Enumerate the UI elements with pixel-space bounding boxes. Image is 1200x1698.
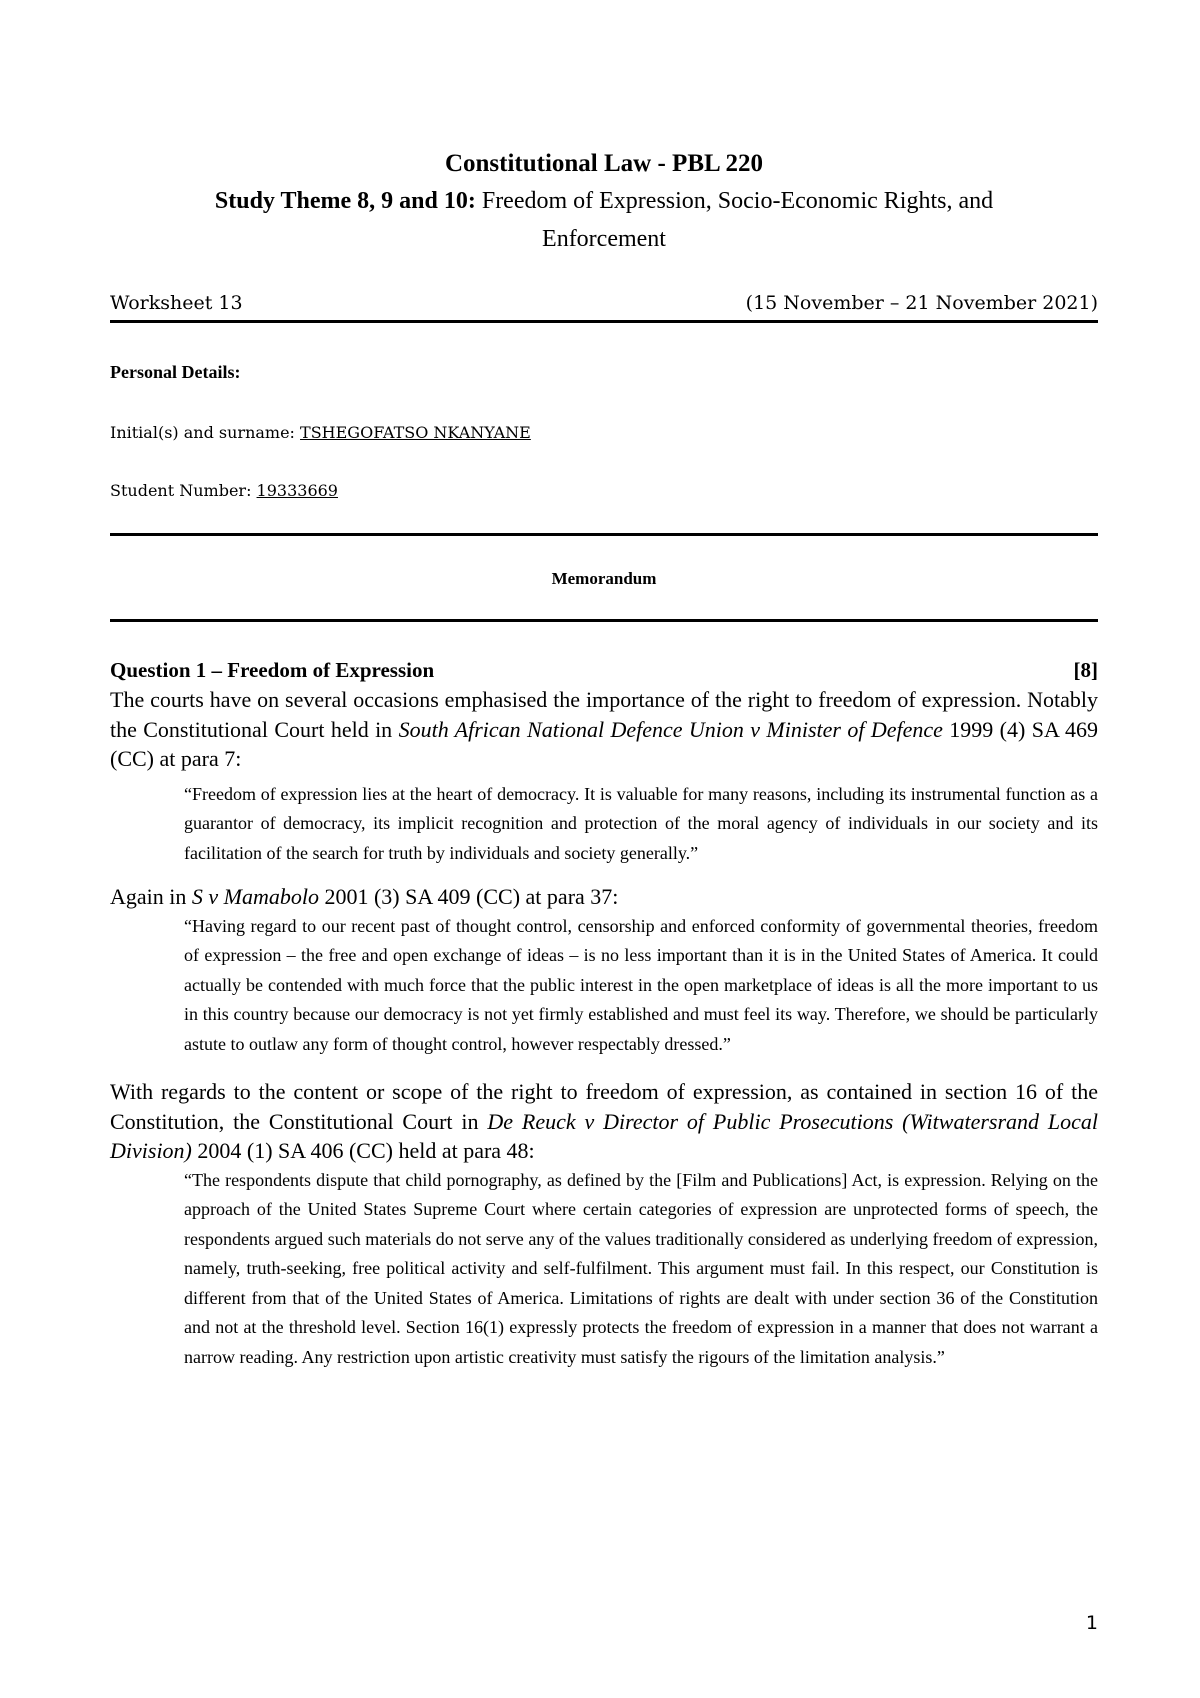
scope-paragraph bbox=[110, 1077, 1098, 1166]
again-citation: 2001 (3) SA 409 (CC) at para 37: bbox=[318, 884, 619, 909]
question1-heading: Question 1 – Freedom of Expression bbox=[110, 658, 435, 682]
question1-heading-row bbox=[110, 656, 1098, 685]
intro-paragraph bbox=[110, 685, 1098, 774]
intro-text: The courts have on several occasions emphasised the importance of the right to freedom of expression. Notably the Constitutional Court held in bbox=[110, 687, 1098, 742]
study-theme-text-line1: Freedom of Expression, Socio-Economic Rights, and bbox=[481, 188, 994, 214]
student-number-value: 19333669 bbox=[256, 481, 338, 500]
name-value: TSHEGOFATSO NKANYANE bbox=[300, 423, 531, 442]
intro-citation: 1999 (4) SA 469 (CC) at para 7: bbox=[110, 716, 1099, 771]
student-number-label: Student Number: bbox=[110, 481, 257, 500]
personal-details-heading: Personal Details: bbox=[110, 362, 241, 382]
divider-details bbox=[110, 533, 1098, 536]
study-theme-text-line2: Enforcement bbox=[542, 226, 666, 252]
worksheet-number: Worksheet 13 bbox=[110, 292, 243, 314]
case-mamabolo: S v Mamabolo bbox=[191, 884, 319, 909]
question1-marks: [8] bbox=[1073, 658, 1098, 682]
page-title: Constitutional Law - PBL 220 bbox=[444, 150, 764, 177]
again-paragraph bbox=[110, 882, 1098, 912]
divider-memo bbox=[110, 619, 1098, 622]
scope-citation: 2004 (1) SA 406 (CC) held at para 48: bbox=[191, 1138, 535, 1163]
divider-top bbox=[110, 320, 1098, 323]
quote-mamabolo: “Having regard to our recent past of thought control, censorship and enforced conformity of governmental theories, freedom of expression – the free and open exchange of ideas – is no less important than it is in the United States of America. It could actually be contended with much force that the public interest in the open marketplace of ideas is all the more important to us in this country because our democracy is not yet firmly established and must feel its way. Therefore, we should be particularly astute to outlaw any form of thought control, however respectably dressed.” bbox=[184, 915, 1098, 1054]
name-line bbox=[110, 423, 531, 442]
title-block bbox=[110, 146, 1098, 258]
again-text: Again in bbox=[110, 884, 192, 909]
name-label: Initial(s) and surname: bbox=[110, 423, 301, 442]
memorandum-heading: Memorandum bbox=[551, 569, 657, 588]
quote-sandu: “Freedom of expression lies at the heart of democracy. It is valuable for many reasons, including its instrumental function as a guarantor of democracy, its implicit recognition and protection of the moral agency of individuals in our society and its facilitation of the search for truth by individuals and society generally.” bbox=[184, 783, 1098, 863]
study-theme bbox=[110, 182, 1098, 220]
question1-section bbox=[110, 656, 1098, 1372]
case-de-reuck: De Reuck v Director of Public Prosecutions (Witwatersrand Local Division) bbox=[110, 1108, 1098, 1163]
page-number: 1 bbox=[1085, 1612, 1098, 1634]
date-range: (15 November – 21 November 2021) bbox=[745, 292, 1098, 314]
scope-text: With regards to the content or scope of the right to freedom of expression, as contained in section 16 of the Constitution, the Constitutional Court in bbox=[110, 1079, 1098, 1134]
student-number-line bbox=[110, 481, 338, 500]
worksheet-row bbox=[110, 290, 1098, 316]
quote-de-reuck: “The respondents dispute that child pornography, as defined by the [Film and Publications] Act, is expression. Relying on the approach of the United States Supreme Court where certain categories of expression are unprotected forms of speech, the respondents argued such materials do not serve any of the values traditionally considered as underlying freedom of expression, namely, truth-seeking, free political activity and self-fulfilment. This argument must fail. In this respect, our Constitution is different from that of the United States of America. Limitations of rights are dealt with under section 36 of the Constitution and not at the threshold level. Section 16(1) expressly protects the freedom of expression in a manner that does not warrant a narrow reading. Any restriction upon artistic creativity must satisfy the rigours of the limitation analysis.” bbox=[184, 1169, 1098, 1367]
case-sandu: South African National Defence Union v Minister of Defence bbox=[398, 716, 943, 742]
study-theme-label: Study Theme 8, 9 and 10: bbox=[214, 188, 476, 214]
